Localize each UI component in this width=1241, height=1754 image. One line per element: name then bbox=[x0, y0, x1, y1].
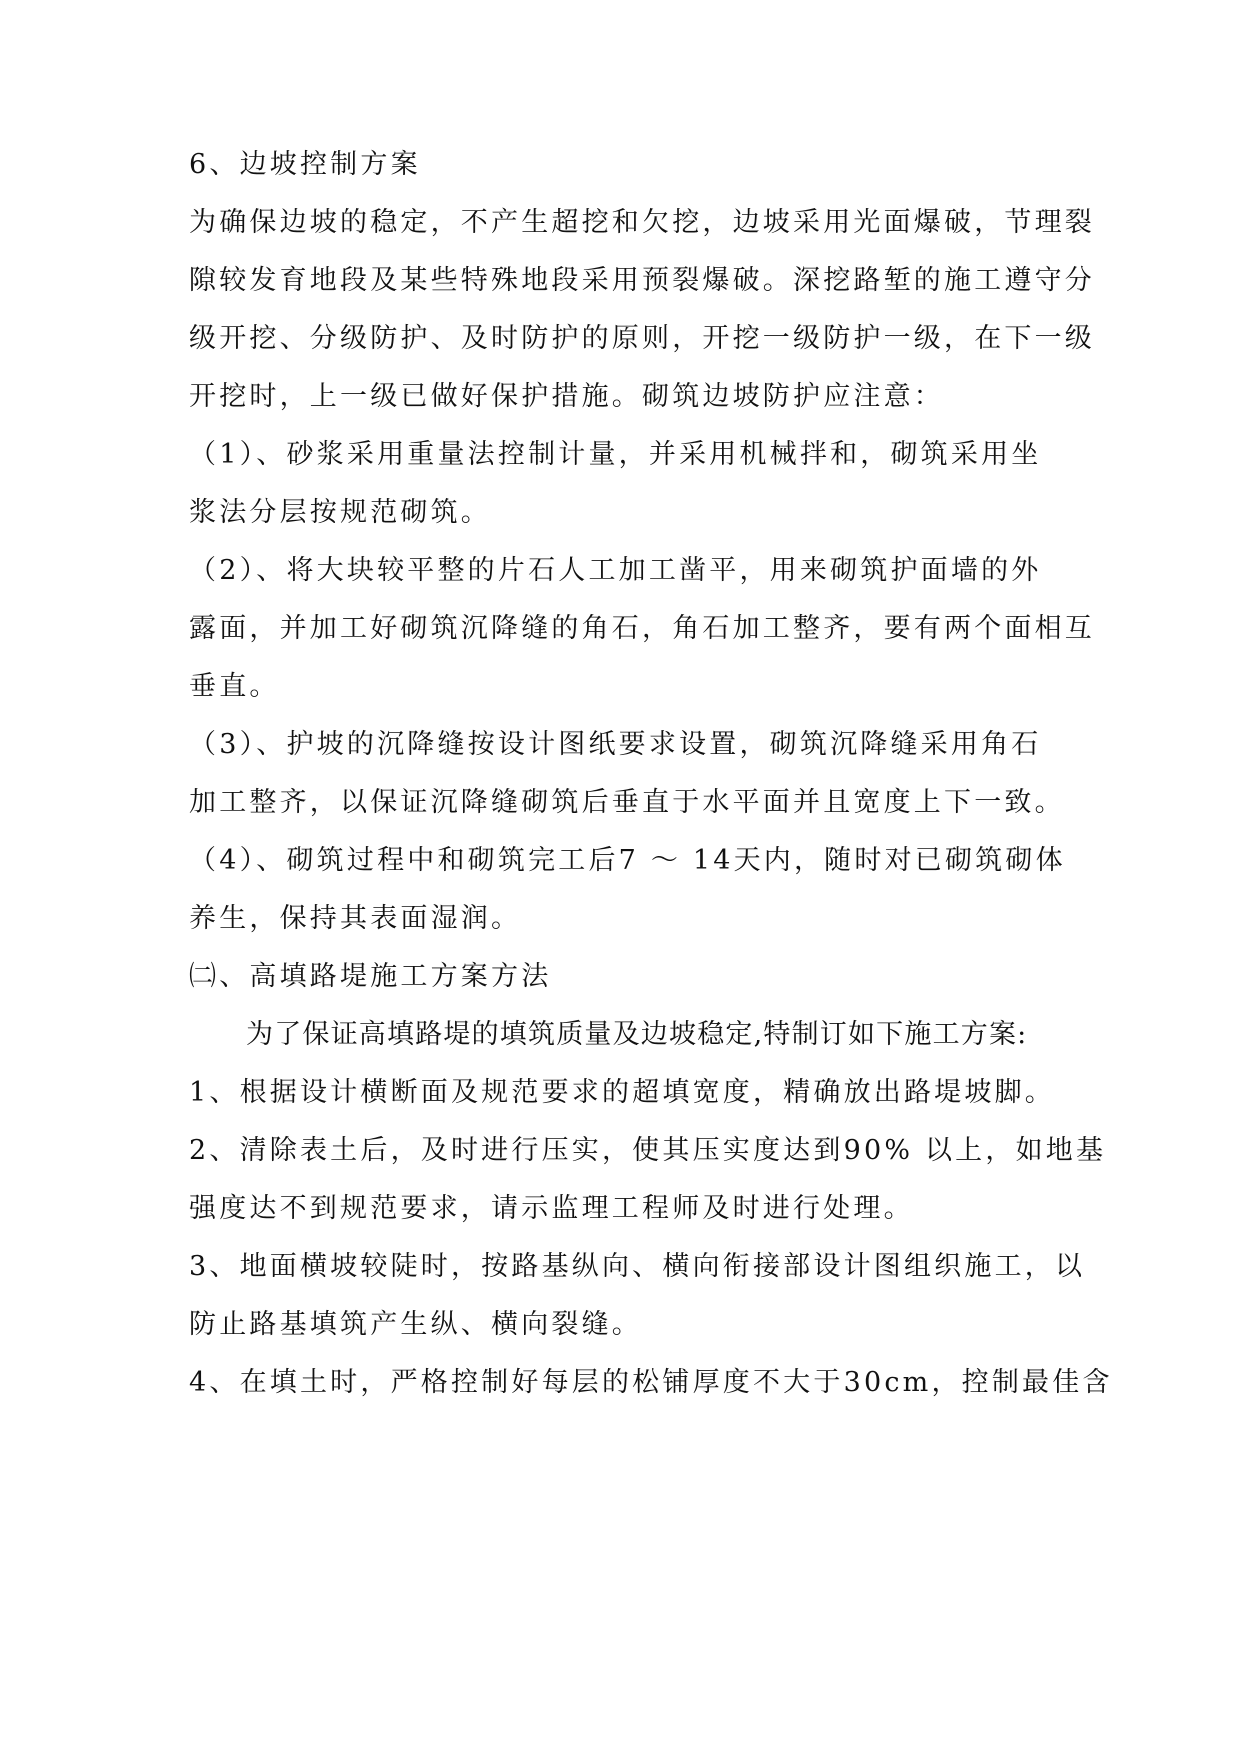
paragraph-line: 开挖时，上一级已做好保护措施。砌筑边坡防护应注意： bbox=[189, 381, 944, 412]
paragraph-line: 为确保边坡的稳定，不产生超挖和欠挖，边坡采用光面爆破，节理裂 bbox=[189, 207, 1095, 238]
list-item-line: （3）、护坡的沉降缝按设计图纸要求设置，砌筑沉降缝采用角石 bbox=[189, 729, 1042, 760]
list-item-line: （4）、砌筑过程中和砌筑完工后7 ～ 14天内，随时对已砌筑砌体 bbox=[189, 845, 1066, 876]
section-heading-high-fill: ㈡、高填路堤施工方案方法 bbox=[189, 961, 552, 992]
list-item-line: 强度达不到规范要求，请示监理工程师及时进行处理。 bbox=[189, 1193, 914, 1224]
section-heading-slope-control: 6、边坡控制方案 bbox=[189, 149, 421, 180]
list-item-line: 垂直。 bbox=[189, 671, 280, 702]
list-item-line: 1、根据设计横断面及规范要求的超填宽度，精确放出路堤坡脚。 bbox=[189, 1077, 1055, 1108]
list-item-line: 防止路基填筑产生纵、横向裂缝。 bbox=[189, 1309, 642, 1340]
list-item-line: 3、地面横坡较陡时，按路基纵向、横向衔接部设计图组织施工，以 bbox=[189, 1251, 1086, 1282]
paragraph-line: 隙较发育地段及某些特殊地段采用预裂爆破。深挖路堑的施工遵守分 bbox=[189, 265, 1095, 296]
list-item-line: 养生，保持其表面湿润。 bbox=[189, 903, 522, 934]
list-item-line: （2）、将大块较平整的片石人工加工凿平，用来砌筑护面墙的外 bbox=[189, 555, 1042, 586]
paragraph-line: 级开挖、分级防护、及时防护的原则，开挖一级防护一级，在下一级 bbox=[189, 323, 1095, 354]
list-item-line: 4、在填土时，严格控制好每层的松铺厚度不大于30cm，控制最佳含 bbox=[189, 1367, 1113, 1398]
list-item-line: 加工整齐，以保证沉降缝砌筑后垂直于水平面并且宽度上下一致。 bbox=[189, 787, 1065, 818]
list-item-line: 2、清除表土后，及时进行压实，使其压实度达到90% 以上，如地基 bbox=[189, 1135, 1107, 1166]
paragraph-line: 为了保证高填路堤的填筑质量及边坡稳定,特制订如下施工方案: bbox=[246, 1019, 1028, 1050]
list-item-line: （1）、砂浆采用重量法控制计量，并采用机械拌和，砌筑采用坐 bbox=[189, 439, 1042, 470]
list-item-line: 浆法分层按规范砌筑。 bbox=[189, 497, 491, 528]
list-item-line: 露面，并加工好砌筑沉降缝的角石，角石加工整齐，要有两个面相互 bbox=[189, 613, 1095, 644]
